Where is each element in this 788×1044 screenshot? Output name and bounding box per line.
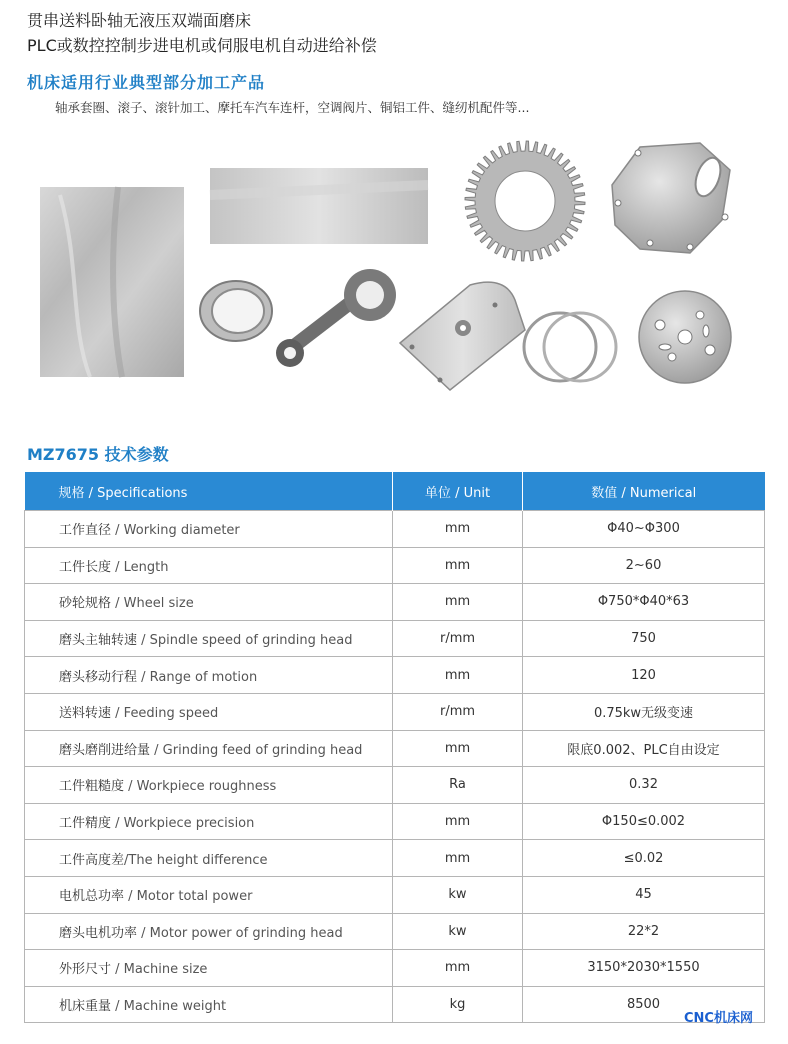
spec-name: 外形尺寸 / Machine size xyxy=(25,950,393,987)
spec-value: 22*2 xyxy=(523,913,765,950)
spec-name: 磨头电机功率 / Motor power of grinding head xyxy=(25,913,393,950)
table-row xyxy=(25,511,765,548)
spec-unit: mm xyxy=(393,950,523,987)
spec-unit: mm xyxy=(393,730,523,767)
table-row xyxy=(25,913,765,950)
spec-value: 限底0.002、PLC自由设定 xyxy=(523,730,765,767)
spec-table xyxy=(24,472,765,1023)
spec-unit: mm xyxy=(393,840,523,877)
spec-name: 磨头移动行程 / Range of motion xyxy=(25,657,393,694)
spec-unit: kw xyxy=(393,913,523,950)
connecting-rod-image xyxy=(276,269,396,367)
table-row xyxy=(25,767,765,804)
header-unit: 单位 / Unit xyxy=(393,472,523,511)
table-row xyxy=(25,986,765,1023)
steel-sheet-large-image xyxy=(40,187,184,377)
spec-name: 工件粗糙度 / Workpiece roughness xyxy=(25,767,393,804)
spec-value: Φ40~Φ300 xyxy=(523,511,765,548)
spec-unit: mm xyxy=(393,803,523,840)
spec-name: 磨头磨削进给量 / Grinding feed of grinding head xyxy=(25,730,393,767)
pump-cover-image xyxy=(612,143,730,253)
table-row xyxy=(25,693,765,730)
intro-line-2: PLC或数控控制步进电机或伺服电机自动进给补偿 xyxy=(27,36,377,55)
table-row xyxy=(25,840,765,877)
intro-line-1: 贯串送料卧轴无液压双端面磨床 xyxy=(27,11,252,30)
spec-value: 750 xyxy=(523,620,765,657)
spec-name: 砂轮规格 / Wheel size xyxy=(25,584,393,621)
table-row xyxy=(25,950,765,987)
spec-value: 2~60 xyxy=(523,547,765,584)
table-row xyxy=(25,584,765,621)
intro-text xyxy=(27,8,377,58)
perforated-plate-image xyxy=(400,282,525,390)
spec-value: Φ150≤0.002 xyxy=(523,803,765,840)
spec-unit: r/mm xyxy=(393,693,523,730)
table-row xyxy=(25,730,765,767)
spec-value: 120 xyxy=(523,657,765,694)
gear-image xyxy=(465,141,585,261)
header-numerical: 数值 / Numerical xyxy=(523,472,765,511)
spec-value: 3150*2030*1550 xyxy=(523,950,765,987)
spec-unit: kg xyxy=(393,986,523,1023)
table-row xyxy=(25,876,765,913)
valve-disc-image xyxy=(639,291,731,383)
industry-description: 轴承套圈、滚子、滚针加工、摩托车汽车连杆，空调阀片、铜铝工件、缝纫机配件等... xyxy=(55,100,530,115)
table-row xyxy=(25,657,765,694)
table-row xyxy=(25,803,765,840)
spec-value: 8500 xyxy=(523,986,765,1023)
bearing-ring-image xyxy=(200,281,272,341)
spec-unit: mm xyxy=(393,584,523,621)
spec-unit: r/mm xyxy=(393,620,523,657)
spec-unit: mm xyxy=(393,511,523,548)
spec-name: 工件高度差/The height difference xyxy=(25,840,393,877)
spec-value: Φ750*Φ40*63 xyxy=(523,584,765,621)
table-row xyxy=(25,620,765,657)
spec-name: 工件长度 / Length xyxy=(25,547,393,584)
table-row xyxy=(25,547,765,584)
spec-value: ≤0.02 xyxy=(523,840,765,877)
spec-value: 45 xyxy=(523,876,765,913)
spec-name: 磨头主轴转速 / Spindle speed of grinding head xyxy=(25,620,393,657)
spec-unit: Ra xyxy=(393,767,523,804)
spec-name: 机床重量 / Machine weight xyxy=(25,986,393,1023)
spec-unit: mm xyxy=(393,547,523,584)
gear-hole xyxy=(495,171,555,231)
header-specifications: 规格 / Specifications xyxy=(25,472,393,511)
spec-name: 送料转速 / Feeding speed xyxy=(25,693,393,730)
steel-plate-image xyxy=(210,168,428,244)
spec-name: 电机总功率 / Motor total power xyxy=(25,876,393,913)
thin-rings-image xyxy=(524,313,616,381)
spec-value: 0.32 xyxy=(523,767,765,804)
spec-table-header xyxy=(25,472,765,511)
industry-section-title: 机床适用行业典型部分加工产品 xyxy=(27,73,266,92)
product-gallery xyxy=(0,125,788,405)
spec-value: 0.75kw无级变速 xyxy=(523,693,765,730)
spec-unit: kw xyxy=(393,876,523,913)
spec-unit: mm xyxy=(393,657,523,694)
params-title: MZ7675 技术参数 xyxy=(27,445,169,464)
spec-name: 工件精度 / Workpiece precision xyxy=(25,803,393,840)
watermark: CNC机床网 xyxy=(684,1011,753,1026)
spec-name: 工作直径 / Working diameter xyxy=(25,511,393,548)
